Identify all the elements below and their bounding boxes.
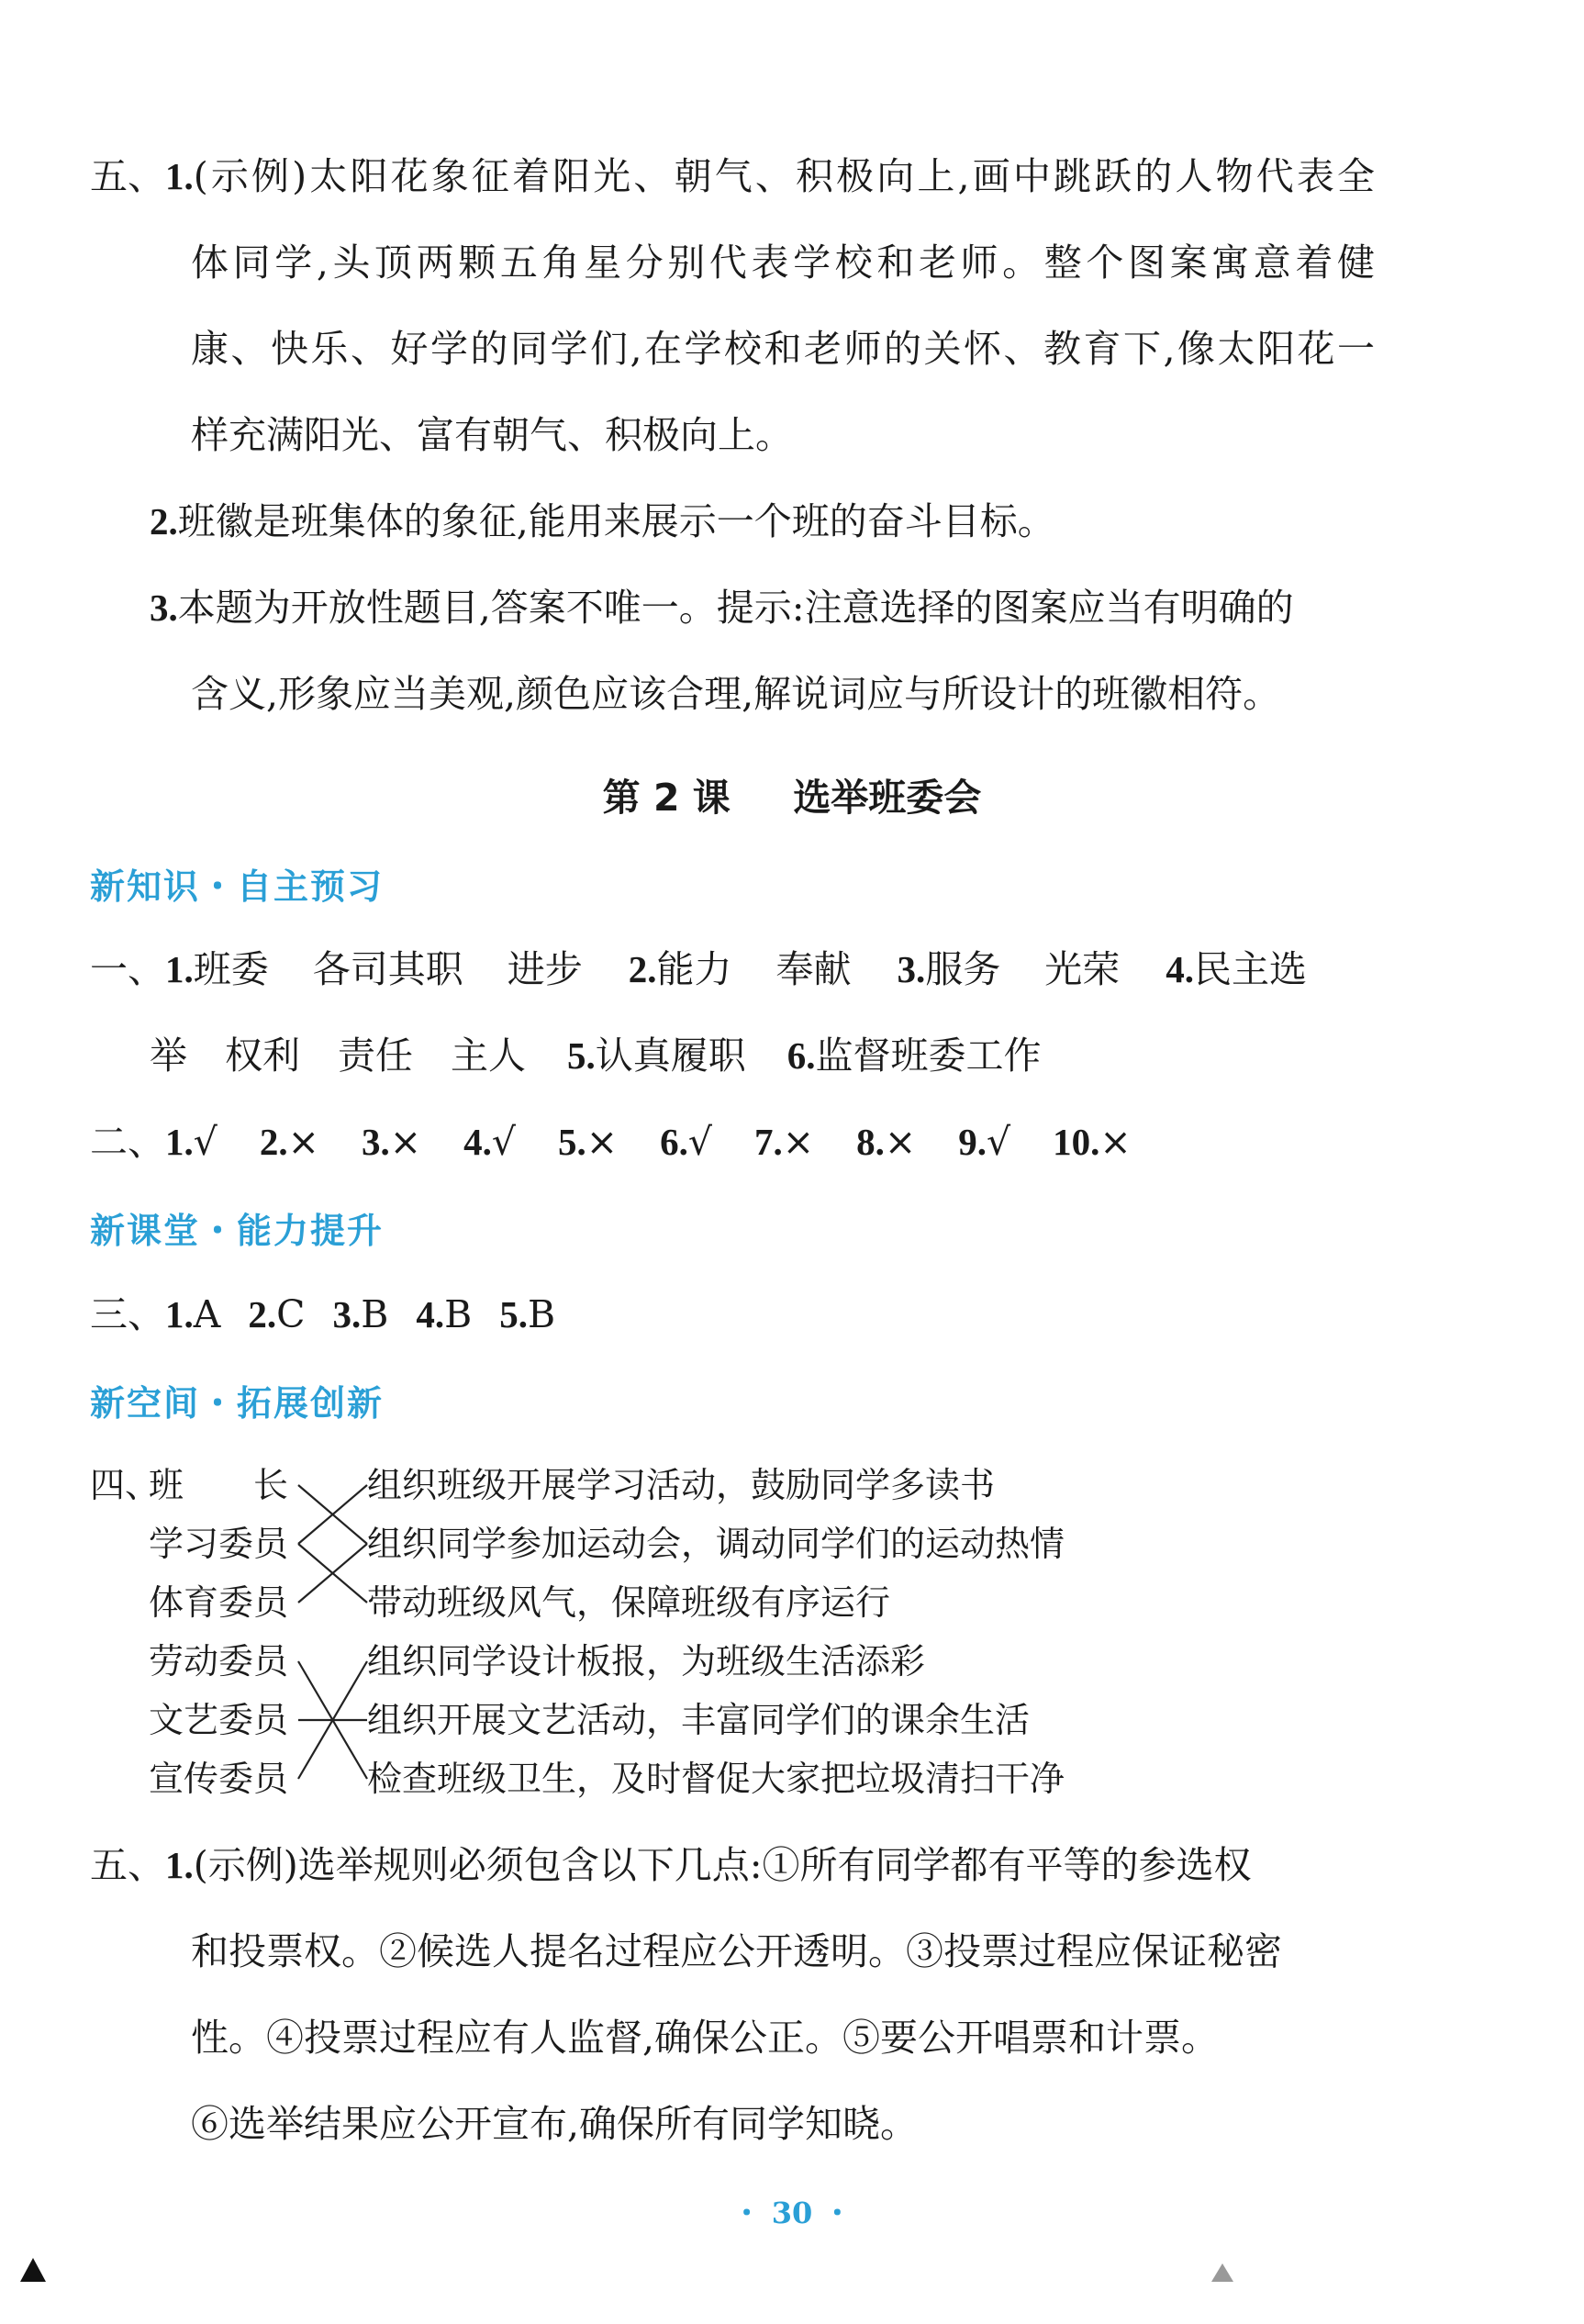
answer-mark: ×: [1099, 1120, 1132, 1164]
match-right-item: 带动班级风气，保障班级有序运行: [367, 1582, 891, 1623]
match-left-item: 学习委员: [149, 1524, 289, 1564]
question-number: 4.: [416, 1293, 445, 1335]
question-number: 3.: [150, 587, 178, 629]
part-prefix: 五、: [90, 1843, 165, 1887]
answer-text: ⑥选举结果应公开宣布,确保所有同学知晓。: [191, 2102, 919, 2146]
question-number: 4.: [1166, 948, 1194, 990]
answer-text: 性。④投票过程应有人监督,确保公正。⑤要公开唱票和计票。: [191, 2016, 1220, 2060]
question-number: 2.: [628, 948, 657, 990]
answer-text: 样充满阳光、富有朝气、积极向上。: [191, 413, 793, 457]
answer-text: 含义,形象应当美观,颜色应该合理,解说词应与所设计的班徽相符。: [191, 672, 1281, 716]
part-prefix: 三、: [90, 1292, 165, 1336]
answer-mark: √: [687, 1120, 712, 1164]
lesson-title: [0, 767, 1584, 821]
page-number: ・ 30 ・: [731, 2196, 853, 2230]
question-number: 2.: [259, 1121, 288, 1163]
question-number: 5.: [499, 1293, 529, 1335]
match-left-item: 体育委员: [149, 1582, 289, 1623]
answer-text: 举 权利 责任 主人: [150, 1034, 526, 1078]
answer-text: 光荣: [1044, 947, 1121, 991]
answer-5-1-bottom-line-1: [90, 1839, 1375, 1891]
match-left-item: 劳动委员: [149, 1641, 289, 1682]
question-number: 6.: [786, 1034, 816, 1077]
question-number: 8.: [856, 1121, 885, 1163]
question-number: 6.: [660, 1121, 688, 1163]
answer-text: 服务: [925, 947, 1001, 991]
question-number: 4.: [463, 1121, 492, 1163]
answer-choice: A: [193, 1292, 221, 1336]
answer-5-1-line-1: [90, 151, 1375, 202]
match-left-item: 班 长: [149, 1465, 289, 1505]
answer-choice: C: [276, 1292, 306, 1336]
answer-mark: ×: [586, 1120, 619, 1164]
answer-mark: √: [193, 1120, 218, 1164]
answer-text: (示例)选举规则必须包含以下几点:①所有同学都有平等的参选权: [193, 1843, 1252, 1887]
part-prefix: 一、: [90, 947, 165, 991]
section-header-space: 新空间・拓展创新: [90, 1383, 385, 1424]
answer-text: 各司其职: [312, 947, 463, 991]
answer-text: 监督班委工作: [815, 1034, 1042, 1078]
section-header-classroom: 新课堂・能力提升: [90, 1211, 385, 1251]
part-2-true-false: [90, 1116, 1132, 1168]
answer-text: 进步: [507, 947, 583, 991]
question-number: 1.: [165, 155, 194, 197]
match-right-item: 组织同学参加运动会，调动同学们的运动热情: [367, 1524, 1065, 1564]
match-right-item: 检查班级卫生，及时督促大家把垃圾清扫干净: [367, 1759, 1065, 1799]
match-right-item: 组织开展文艺活动，丰富同学们的课余生活: [367, 1700, 1031, 1740]
answer-text: 康、快乐、好学的同学们,在学校和老师的关怀、教育下,像太阳花一: [191, 327, 1375, 371]
part-prefix: 二、: [90, 1120, 165, 1164]
match-left-item: 宣传委员: [149, 1759, 289, 1799]
answer-choice: B: [528, 1292, 556, 1336]
part-1-line-2: [150, 1030, 1042, 1081]
answer-mark: √: [491, 1120, 516, 1164]
question-number: 3.: [897, 948, 926, 990]
answer-text: 认真履职: [595, 1034, 746, 1078]
matching-lines: [294, 1459, 376, 1808]
part-3-choices: [90, 1289, 555, 1340]
lesson-name: 选举班委会: [793, 776, 982, 820]
answer-5-3-line-1: [150, 582, 1375, 633]
part-prefix: 五、: [90, 154, 165, 198]
match-left-item: 文艺委员: [149, 1700, 289, 1740]
question-number: 1.: [165, 1293, 194, 1335]
answer-choice: B: [444, 1292, 473, 1336]
corner-mark-icon: [1211, 2263, 1233, 2282]
match-right-item: 组织同学设计板报，为班级生活添彩: [367, 1641, 926, 1682]
question-number: 5.: [567, 1034, 596, 1077]
question-number: 10.: [1053, 1121, 1100, 1163]
question-number: 3.: [362, 1121, 390, 1163]
question-number: 7.: [754, 1121, 783, 1163]
answer-text: 班徽是班集体的象征,能用来展示一个班的奋斗目标。: [177, 499, 1055, 543]
part-1-line-1: [90, 944, 1307, 995]
question-number: 3.: [332, 1293, 362, 1335]
answer-text: 和投票权。②候选人提名过程应公开透明。③投票过程应保证秘密: [191, 1929, 1282, 1973]
question-number: 2.: [248, 1293, 277, 1335]
answer-mark: ×: [782, 1120, 815, 1164]
corner-mark-icon: [20, 2258, 46, 2282]
lesson-number: 第 2 课: [602, 776, 731, 820]
question-number: 1.: [165, 1844, 194, 1886]
answer-text: 民主选: [1194, 947, 1307, 991]
answer-mark: √: [986, 1120, 1011, 1164]
answer-5-2: [150, 496, 1055, 547]
answer-text: (示例)太阳花象征着阳光、朝气、积极向上,画中跳跃的人物代表全: [193, 154, 1375, 198]
part-prefix: 四、: [90, 1465, 161, 1505]
answer-mark: ×: [389, 1120, 422, 1164]
question-number: 9.: [958, 1121, 987, 1163]
match-right-item: 组织班级开展学习活动，鼓励同学多读书: [367, 1465, 996, 1505]
question-number: 5.: [558, 1121, 586, 1163]
question-number: 2.: [150, 500, 178, 542]
question-number: 1.: [165, 948, 194, 990]
answer-text: 班委: [193, 947, 269, 991]
answer-text: 本题为开放性题目,答案不唯一。提示:注意选择的图案应当有明确的: [177, 586, 1294, 630]
answer-text: 体同学,头顶两颗五角星分别代表学校和老师。整个图案寓意着健: [191, 240, 1375, 285]
answer-choice: B: [361, 1292, 389, 1336]
section-header-preview: 新知识・自主预习: [90, 866, 385, 907]
answer-text: 能力: [656, 947, 732, 991]
question-number: 1.: [165, 1121, 194, 1163]
answer-mark: ×: [884, 1120, 917, 1164]
answer-text: 奉献: [775, 947, 852, 991]
answer-mark: ×: [287, 1120, 319, 1164]
